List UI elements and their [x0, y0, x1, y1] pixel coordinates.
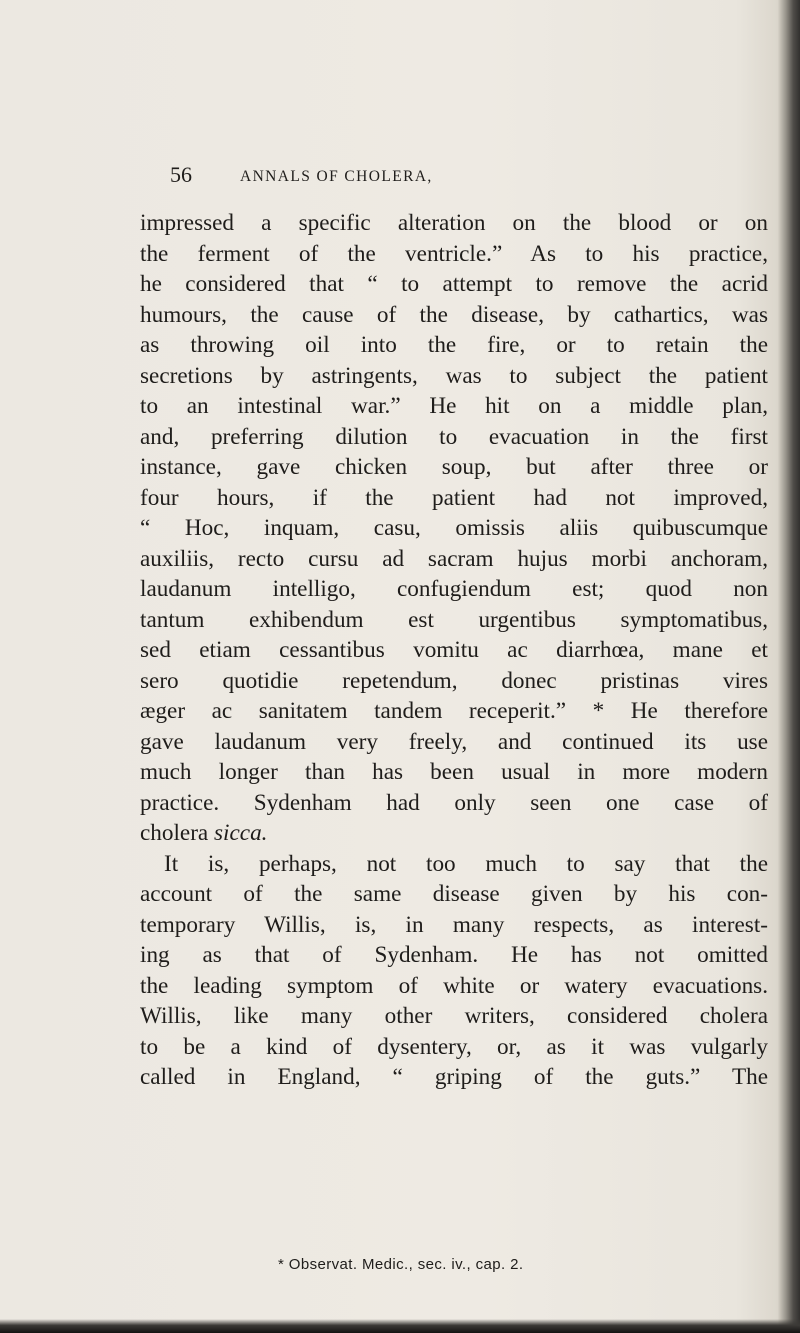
- text-line: much longer than has been usual in more modern: [140, 759, 768, 785]
- page-bottom-shadow: [0, 1319, 800, 1333]
- text-line: temporary Willis, is, in many respects, as interest-: [140, 911, 768, 938]
- paragraph-start-line: It is, perhaps, not too much to say that the: [164, 850, 768, 877]
- text-line: called in England, “ griping of the guts.” The: [140, 1064, 768, 1090]
- text-line: he considered that “ to attempt to remove the acrid: [140, 271, 768, 297]
- text-line: humours, the cause of the disease, by cathartics, was: [140, 301, 768, 328]
- text-line: auxiliis, recto cursu ad sacram hujus morbi anchoram,: [140, 545, 768, 572]
- text-line: instance, gave chicken soup, but after three or: [140, 454, 768, 480]
- text-line: sero quotidie repetendum, donec pristinas vires: [140, 667, 768, 694]
- page-header: [170, 162, 730, 196]
- text-line: Willis, like many other writers, considered cholera: [140, 1003, 768, 1029]
- text-line: gave laudanum very freely, and continued its use: [140, 728, 768, 755]
- text-line: ing as that of Sydenham. He has not omitted: [140, 942, 768, 968]
- text-line: to be a kind of dysentery, or, as it was vulgarly: [140, 1033, 768, 1060]
- text-line: æger ac sanitatem tandem receperit.” * He therefore: [140, 698, 768, 724]
- footnote: * Observat. Medic., sec. iv., cap. 2.: [278, 1256, 524, 1273]
- text-segment: cholera: [140, 820, 215, 846]
- page-edge-shadow: [778, 0, 800, 1333]
- text-line: tantum exhibendum est urgentibus symptomatibus,: [140, 606, 768, 633]
- text-line: and, preferring dilution to evacuation in the first: [140, 423, 768, 450]
- text-line: impressed a specific alteration on the blood or on: [140, 210, 768, 236]
- text-line: the leading symptom of white or watery evacuations.: [140, 972, 768, 999]
- text-line: as throwing oil into the fire, or to retain the: [140, 332, 768, 358]
- text-line-with-italic: [140, 818, 768, 849]
- text-line: account of the same disease given by his con-: [140, 881, 768, 907]
- page-number: 56: [170, 162, 192, 187]
- text-line: laudanum intelligo, confugiendum est; quod non: [140, 576, 768, 602]
- italic-word: sicca.: [214, 820, 268, 846]
- text-line: to an intestinal war.” He hit on a middle plan,: [140, 393, 768, 419]
- running-head: ANNALS OF CHOLERA,: [240, 168, 433, 185]
- text-line: practice. Sydenham had only seen one case of: [140, 789, 768, 816]
- text-line: four hours, if the patient had not improved,: [140, 484, 768, 511]
- text-line: secretions by astringents, was to subject the patient: [140, 362, 768, 389]
- body-text: [140, 208, 768, 1093]
- text-line: sed etiam cessantibus vomitu ac diarrhœa, mane et: [140, 637, 768, 663]
- text-line: the ferment of the ventricle.” As to his practice,: [140, 240, 768, 267]
- text-line: “ Hoc, inquam, casu, omissis aliis quibuscumque: [140, 515, 768, 541]
